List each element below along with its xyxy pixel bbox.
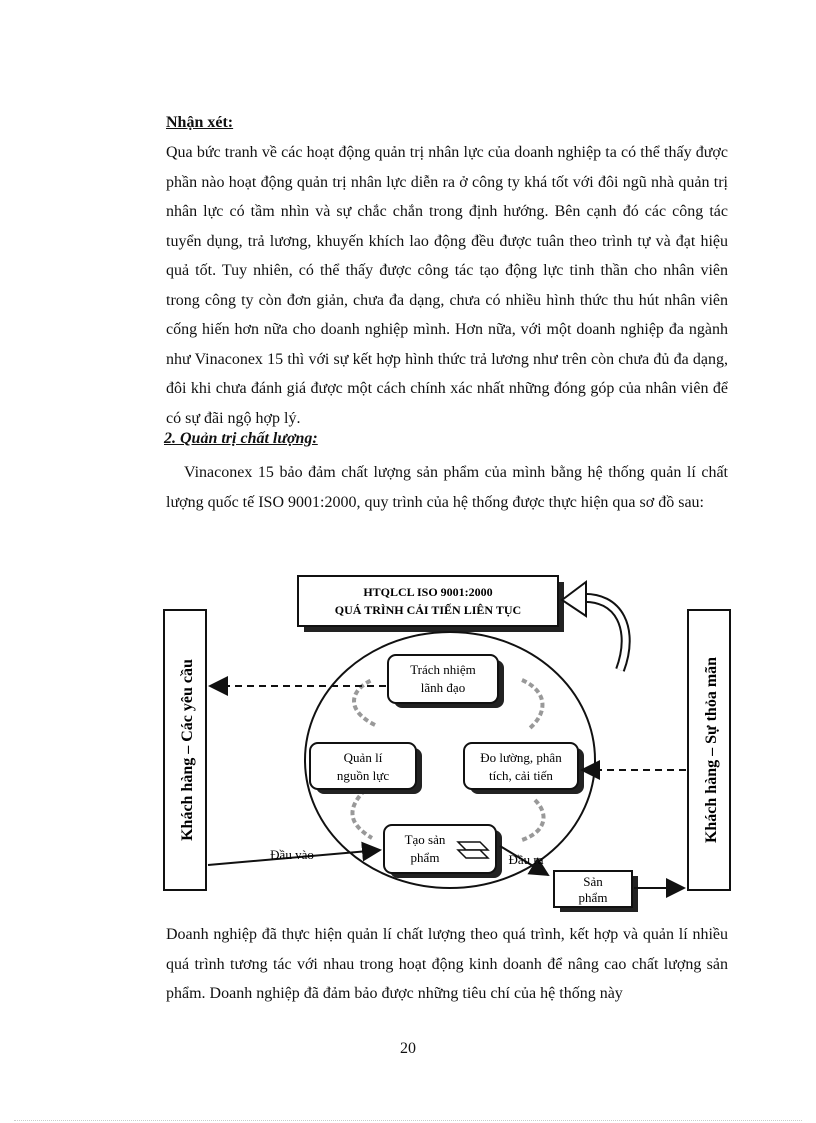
- customer-satisfaction-label: Khách hàng – Sự thỏa mãn: [703, 656, 720, 844]
- paragraph-remark: [166, 138, 728, 433]
- product-line1: Sản: [583, 874, 603, 889]
- node-leadership-line1: Trách nhiệm: [410, 662, 476, 677]
- input-label: Đầu vào: [270, 847, 314, 862]
- node-measurement-line2: tích, cải tiến: [489, 768, 553, 783]
- customer-requirements-label: Khách hàng – Các yêu cầu: [179, 659, 196, 841]
- node-measurement-line1: Đo lường, phân: [480, 750, 562, 765]
- diagram-title-line2: QUÁ TRÌNH CẢI TIẾN LIÊN TỤC: [334, 603, 522, 617]
- paragraph-3-text: Doanh nghiệp đã thực hiện quản lí chất lượng theo quá trình, kết hợp và quản lí nhiều quá trình tương tác với nhau trong hoạt động kinh doanh để nâng cao chất lượng sản phẩm. Doanh nghiệp đã đảm bảo được những tiêu chí của hệ thống này: [166, 926, 728, 1002]
- section-title: 2. Quản trị chất lượng:: [164, 430, 318, 447]
- node-create-product-line1: Tạo sản: [404, 832, 446, 847]
- node-resource-line1: Quản lí: [343, 750, 383, 765]
- paragraph-1-text: Qua bức tranh về các hoạt động quản trị nhân lực của doanh nghiệp ta có thể thấy được phần nào hoạt động quản trị nhân lực diễn ra ở công ty khá tốt với đôi ngũ nhà quản trị nhân lực có tầm nhìn và sự chắc chắn trong định hướng. Bên cạnh đó các công tác tuyển dụng, trả lương, khuyến khích lao động đều được tuân theo trình tự và đạt hiệu quả tốt. Tuy nhiên, có thể thấy được công tác tạo động lực tinh thần cho nhân viên trong công ty còn đơn giản, chưa đa dạng, chưa có nhiều hình thức thu hút nhân viên cống hiến hơn nữa cho doanh nghiệp mình. Hơn nữa, với một doanh nghiệp đa ngành như Vinaconex 15 thì với sự kết hợp hình thức trả lương như trên còn chưa đủ đa dạng, đôi khi chưa đánh giá được một cách chính xác nhất những đóng góp của nhân viên để có sự đãi ngộ hợp lý.: [166, 144, 728, 427]
- page-number: 20: [400, 1040, 416, 1057]
- diagram-title-line1: HTQLCL ISO 9001:2000: [363, 585, 493, 599]
- output-label: Đầu ra: [508, 852, 544, 867]
- iso-process-diagram: [150, 570, 750, 915]
- paragraph-process-management: [166, 920, 728, 1009]
- diagram-title-box: [298, 576, 558, 626]
- remark-heading: Nhận xét:: [166, 114, 234, 131]
- node-leadership-line2: lãnh đạo: [420, 680, 466, 695]
- product-line2: phẩm: [578, 890, 608, 905]
- page-bottom-divider: [14, 1120, 802, 1121]
- node-create-product-line2: phẩm: [410, 850, 440, 865]
- node-resource-line2: nguồn lực: [336, 768, 390, 783]
- paragraph-iso-intro: Vinaconex 15 bảo đảm chất lượng sản phẩm của mình bằng hệ thống quản lí chất lượng quốc tế ISO 9001:2000, quy trình của hệ thống được thực hiện qua sơ đồ sau:: [166, 464, 728, 511]
